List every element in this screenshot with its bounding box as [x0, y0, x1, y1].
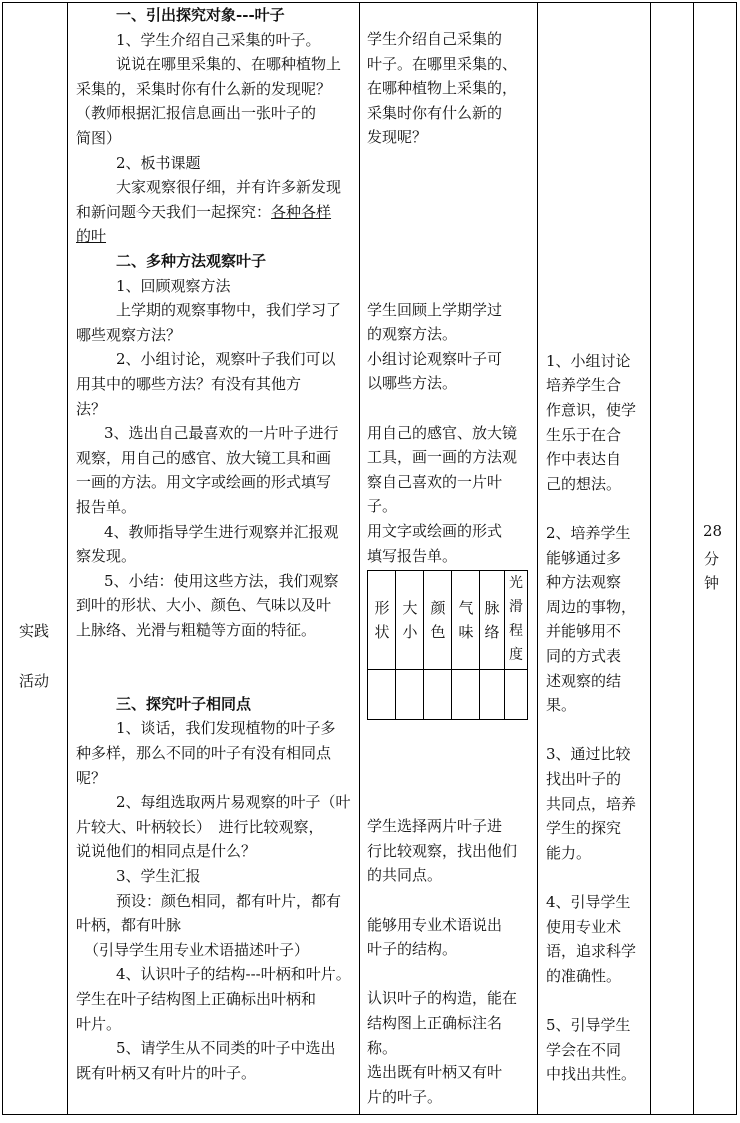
intent-line: 同的方式表	[546, 647, 622, 665]
teacher-line	[76, 101, 316, 125]
teacher-line	[116, 347, 336, 371]
teacher-line-text: 到叶的形状、大小、颜色、气味以及叶	[76, 596, 332, 615]
time-unit-2: 钟	[704, 574, 720, 592]
intent-line: 种方法观察	[546, 573, 622, 592]
student-line: 学生回顾上学期学过	[367, 300, 503, 319]
time-number: 28	[703, 522, 723, 540]
table-border-bottom	[2, 1114, 737, 1115]
teacher-line	[116, 175, 341, 199]
student-line: 的观察方法。	[367, 325, 458, 344]
teacher-line	[116, 1036, 336, 1060]
teacher-line	[84, 938, 309, 962]
teacher-line	[76, 618, 316, 642]
intent-line: 共同点，培养	[546, 794, 637, 813]
teacher-line-text: 说说他们的相同点是什么？	[76, 842, 257, 861]
teacher-line-text: 一画的方法。用文字或绘画的形式填写	[76, 473, 332, 492]
student-line: 结构图上正确标注名	[367, 1014, 503, 1032]
intent-line: 作意识，使学	[546, 401, 637, 419]
intent-line: 使用专业术	[546, 917, 622, 936]
intent-line: 能够通过多	[546, 548, 622, 567]
report-table-line	[367, 570, 368, 720]
teacher-line	[76, 200, 331, 224]
teacher-line	[116, 790, 351, 814]
report-table-line	[504, 570, 505, 720]
intent-line: 找出叶子的	[546, 770, 622, 788]
report-table-line	[479, 570, 480, 720]
teacher-line	[76, 593, 331, 617]
report-table-line	[451, 570, 452, 720]
teacher-line-text: 1、回顾观察方法	[116, 276, 231, 295]
teacher-line-text: 二、多种方法观察叶子	[116, 252, 267, 270]
intent-line: 4、引导学生	[546, 893, 631, 911]
student-line: 认识叶子的构造，能在	[367, 989, 518, 1008]
teacher-line	[76, 495, 136, 519]
teacher-line-text: 预设：颜色相同，都有叶片，都有	[116, 891, 342, 910]
intent-line: 5、引导学生	[546, 1016, 631, 1034]
teacher-line	[116, 692, 251, 716]
student-line: 片的叶子。	[367, 1087, 443, 1106]
student-line: 小组讨论观察叶子可	[367, 349, 503, 368]
teacher-line-text: 2、板书课题	[116, 153, 201, 172]
intent-line: 周边的事物，	[546, 597, 637, 616]
student-line: 能够用专业术语说出	[367, 915, 503, 934]
teacher-line	[116, 151, 201, 175]
intent-line: 学会在不同	[546, 1040, 622, 1059]
teacher-line-text: 4、教师指导学生进行观察并汇报观	[104, 522, 339, 541]
teacher-line-text: 2、每组选取两片易观察的叶子（叶	[116, 793, 351, 812]
teacher-line-text: 法？	[76, 399, 107, 418]
teacher-line-text: 三、探究叶子相同点	[116, 694, 252, 713]
student-line: 叶子的结构。	[367, 940, 458, 959]
teacher-line-text: 大家观察很仔细，并有许多新发现	[116, 178, 342, 197]
student-line: 叶子。在哪里采集的、	[367, 54, 518, 73]
student-line: 行比较观察，找出他们	[367, 841, 518, 860]
student-line: 工具，画一画的方法观	[367, 448, 518, 467]
intent-line: 语，追求科学	[546, 942, 637, 961]
teacher-line	[116, 889, 341, 913]
student-line: 学生介绍自己采集的	[367, 30, 503, 48]
student-line: 子。	[367, 497, 398, 516]
teacher-line-text: 一、引出探究对象---叶子	[116, 6, 285, 24]
intent-line: 中找出共性。	[546, 1065, 637, 1084]
report-table-bottom	[367, 719, 527, 720]
student-line: 以哪些方法。	[367, 374, 458, 393]
teacher-line	[116, 28, 321, 52]
intent-line: 作中表达自	[546, 450, 622, 469]
student-line: 采集时你有什么新的	[367, 103, 503, 122]
teacher-line-text: 叶片。	[76, 1014, 122, 1033]
student-line: 发现呢？	[367, 128, 428, 147]
time-unit-1: 分	[704, 550, 720, 568]
teacher-line	[116, 864, 201, 888]
teacher-line	[104, 569, 339, 593]
report-table-line	[395, 570, 396, 720]
teacher-line-text: 察发现。	[76, 547, 137, 566]
teacher-line	[116, 716, 336, 740]
report-header-size: 大小	[402, 599, 418, 641]
intent-line: 果。	[546, 696, 577, 715]
teacher-line	[76, 77, 331, 101]
teacher-line-text: （引导学生用专业术语描述叶子）	[84, 940, 310, 959]
student-line: 学生选择两片叶子进	[367, 817, 503, 836]
teacher-line	[116, 52, 341, 76]
student-line: 用自己的感官、放大镜	[367, 423, 518, 442]
teacher-line-text: 4、认识叶子的结构---叶柄和叶片。	[116, 965, 351, 984]
intent-line: 能力。	[546, 843, 592, 862]
report-table-line	[527, 570, 528, 720]
teacher-line	[76, 839, 256, 863]
column-divider-2	[359, 2, 360, 1115]
student-line: 在哪种植物上采集的，	[367, 79, 518, 98]
column-divider-1	[67, 2, 68, 1115]
intent-line: 2、培养学生	[546, 524, 631, 542]
teacher-line-text: 3、学生汇报	[116, 867, 201, 885]
teacher-line	[116, 962, 351, 986]
row-label-line-1: 实践	[19, 622, 50, 640]
column-divider-3	[537, 2, 538, 1115]
intent-line: 生乐于在合	[546, 425, 622, 444]
student-line: 填写报告单。	[367, 546, 458, 565]
intent-line: 述观察的结	[546, 671, 622, 690]
intent-line: 培养学生合	[546, 376, 622, 395]
teacher-line-text: 和新问题今天我们一起探究：	[76, 202, 272, 221]
lesson-topic-underlined: 的叶	[76, 227, 107, 246]
teacher-line	[76, 372, 301, 396]
teacher-line	[76, 446, 331, 470]
table-border-left	[2, 2, 3, 1115]
student-line: 选出既有叶柄又有叶	[367, 1063, 503, 1082]
intent-line: 学生的探究	[546, 819, 622, 838]
student-line: 用文字或绘画的形式	[367, 522, 503, 540]
report-table-line	[423, 570, 424, 720]
report-header-shape: 形状	[374, 599, 390, 641]
report-header-smell: 气味	[458, 599, 474, 641]
teacher-line-text: 上学期的观察事物中，我们学习了	[116, 301, 342, 320]
lesson-topic-underlined: 各种各样	[271, 202, 332, 221]
teacher-line-text: 学生在叶子结构图上正确标出叶柄和	[76, 990, 317, 1008]
report-header-veins: 脉络	[484, 599, 500, 641]
report-header-smoothness: 光滑程度	[509, 575, 523, 663]
teacher-line-text: 3、选出自己最喜欢的一片叶子进行	[104, 424, 339, 443]
intent-line: 己的想法。	[546, 474, 622, 493]
teacher-line-text: 叶柄，都有叶脉	[76, 916, 182, 935]
intent-line: 并能够用不	[546, 622, 622, 641]
teacher-line	[76, 544, 136, 568]
teacher-line	[116, 249, 266, 273]
teacher-line	[76, 741, 331, 765]
teacher-line-text: 呢？	[76, 768, 107, 787]
teacher-line-text: （教师根据汇报信息画出一张叶子的	[76, 104, 317, 123]
teacher-line	[76, 126, 121, 150]
table-border-top	[2, 2, 737, 3]
teacher-line	[76, 815, 324, 839]
teacher-line	[76, 470, 331, 494]
intent-line: 3、通过比较	[546, 745, 631, 764]
student-line: 察自己喜欢的一片叶	[367, 472, 503, 491]
teacher-line	[116, 274, 231, 298]
report-table-top	[367, 570, 527, 571]
intent-line: 的准确性。	[546, 966, 622, 985]
table-border-right	[736, 2, 737, 1115]
teacher-line-text: 片较大、叶柄较长） 进行比较观察，	[76, 817, 324, 836]
teacher-line	[76, 224, 106, 248]
teacher-line	[116, 3, 285, 27]
column-divider-4	[650, 2, 651, 1115]
teacher-line	[76, 1012, 121, 1036]
teacher-line	[76, 1061, 256, 1085]
student-line: 的共同点。	[367, 866, 443, 885]
teacher-line-text: 简图）	[76, 129, 122, 147]
column-divider-5	[693, 2, 694, 1115]
teacher-line	[76, 987, 316, 1011]
teacher-line-text: 报告单。	[76, 498, 137, 516]
teacher-line	[76, 397, 106, 421]
report-header-color: 颜色	[430, 599, 446, 641]
teacher-line	[76, 766, 106, 790]
teacher-line-text: 上脉络、光滑与粗糙等方面的特征。	[76, 621, 317, 639]
report-table-middle	[367, 669, 527, 670]
teacher-line-text: 2、小组讨论，观察叶子我们可以	[116, 350, 336, 369]
teacher-line-text: 观察，用自己的感官、放大镜工具和画	[76, 448, 332, 467]
intent-line: 1、小组讨论	[546, 351, 631, 370]
student-line: 称。	[367, 1038, 398, 1057]
teacher-line	[104, 421, 339, 445]
teacher-line-text: 1、谈话，我们发现植物的叶子多	[116, 719, 336, 738]
teacher-line-text: 说说在哪里采集的、在哪种植物上	[116, 55, 342, 74]
teacher-line-text: 种多样，那么不同的叶子有没有相同点	[76, 744, 332, 762]
teacher-line-text: 1、学生介绍自己采集的叶子。	[116, 30, 321, 49]
teacher-line-text: 采集的，采集时你有什么新的发现呢？	[76, 79, 332, 98]
teacher-line-text: 用其中的哪些方法？有没有其他方	[76, 375, 302, 393]
teacher-line-text: 哪些观察方法？	[76, 325, 182, 344]
teacher-line	[104, 520, 339, 544]
row-label-line-2: 活动	[19, 672, 50, 690]
teacher-line	[76, 323, 181, 347]
teacher-line-text: 5、请学生从不同类的叶子中选出	[116, 1039, 336, 1058]
teacher-line-text: 既有叶柄又有叶片的叶子。	[76, 1063, 257, 1082]
teacher-line	[116, 298, 341, 322]
teacher-line-text: 5、小结：使用这些方法，我们观察	[104, 571, 339, 590]
teacher-line	[76, 913, 181, 937]
